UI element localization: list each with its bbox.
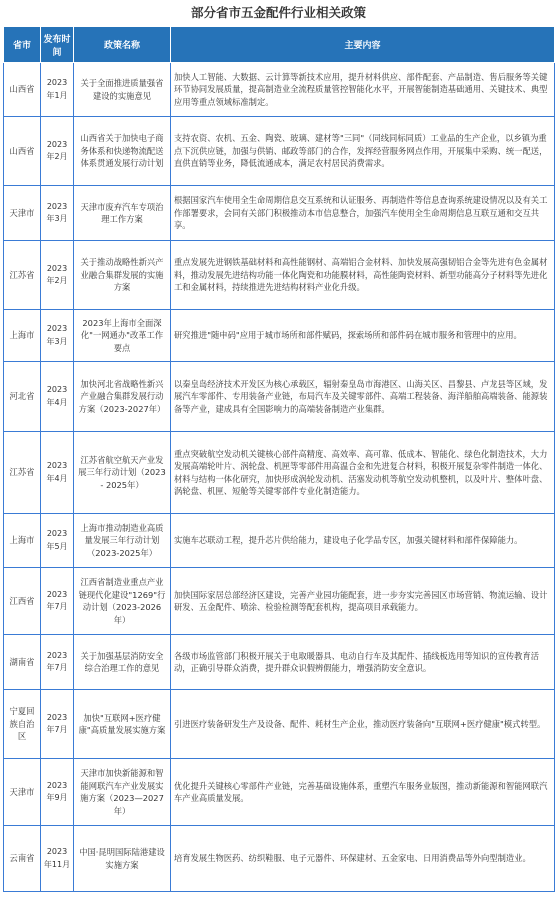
row-policy-name: 关于推动战略性新兴产业融合集群发展的实施方案 — [74, 241, 171, 310]
row-content: 实施车芯联动工程，提升芯片供给能力，建设电子化学品专区，加强关键材料和部件保障能力。 — [171, 514, 555, 568]
table-row — [4, 690, 555, 759]
row-province: 河北省 — [4, 362, 41, 432]
header-content: 主要内容 — [171, 27, 555, 63]
row-content: 加快人工智能、大数据、云计算等新技术应用，提升材料供应、部件配套、产品制造、售后服务等关键环节协同发展质量，提高制造业全流程质量管控智能化水平，开展智能制造基础通用、关键技术、典型应用等重点领域标准制定。 — [171, 63, 555, 117]
row-content: 支持农资、农机、五金、陶瓷、玻璃、建材等"三同"（同线同标同质）工业品的生产企业，以乡镇为重点下沉供应链，加强与供销、邮政等部门的合作，发挥经营服务网点作用，开展集中采购、统一配送，直供直销等业务，降低流通成本，满足农村居民消费需求。 — [171, 117, 555, 186]
table-row — [4, 241, 555, 310]
row-province: 山西省 — [4, 63, 41, 117]
row-policy-name: 关于加强基层消防安全综合治理工作的意见 — [74, 635, 171, 690]
row-province: 山西省 — [4, 117, 41, 186]
table-row — [4, 362, 555, 432]
row-policy-name: 江苏省航空航天产业发展三年行动计划（2023 - 2025年） — [74, 432, 171, 514]
row-policy-name: 天津市废弃汽车专项治理工作方案 — [74, 186, 171, 241]
row-content: 培育发展生物医药、纺织鞋服、电子元器件、环保建材、五金家电、日用消费品等外向型制造业。 — [171, 826, 555, 892]
header-name: 政策名称 — [74, 27, 171, 63]
row-province: 上海市 — [4, 514, 41, 568]
row-policy-name: 加快"互联网+医疗健康"高质量发展实施方案 — [74, 690, 171, 759]
row-province: 宁夏回族自治区 — [4, 690, 41, 759]
row-province: 江苏省 — [4, 241, 41, 310]
header-date: 发布时间 — [41, 27, 74, 63]
row-policy-name: 江西省制造业重点产业链现代化建设"1269"行动计划（2023-2026年） — [74, 568, 171, 635]
row-policy-name: 山西省关于加快电子商务体系和快递物流配送体系贯通发展行动计划 — [74, 117, 171, 186]
header-province: 省市 — [4, 27, 41, 63]
row-province: 天津市 — [4, 759, 41, 826]
row-date: 2023年2月 — [41, 241, 74, 310]
table-header-row — [4, 27, 555, 63]
table-row — [4, 186, 555, 241]
row-content: 加快国际家居总部经济区建设，完善产业园功能配套，进一步夯实完善园区市场营销、物流运输、设计研发、五金配件、喷涂、检验检测等配套机构，提高项目承载能力。 — [171, 568, 555, 635]
row-policy-name: 关于全面推进质量强省建设的实施意见 — [74, 63, 171, 117]
row-date: 2023年5月 — [41, 514, 74, 568]
row-policy-name: 2023年上海市全面深化"一网通办"改革工作要点 — [74, 310, 171, 362]
row-date: 2023年3月 — [41, 186, 74, 241]
row-province: 云南省 — [4, 826, 41, 892]
table-row — [4, 514, 555, 568]
row-policy-name: 上海市推动制造业高质量发展三年行动计划（2023-2025年） — [74, 514, 171, 568]
row-content: 根据国家汽车使用全生命周期信息交互系统和认证服务、再制造件等信息查询系统建设情况以及有关工作部署要求，会同有关部门积极推动本市信息整合，加强汽车使用全生命周期信息互联互通和交互共享。 — [171, 186, 555, 241]
row-date: 2023年7月 — [41, 635, 74, 690]
table-row — [4, 568, 555, 635]
table-row — [4, 826, 555, 892]
row-province: 江西省 — [4, 568, 41, 635]
row-content: 以秦皇岛经济技术开发区为核心承载区，辐射秦皇岛市海港区、山海关区、昌黎县、卢龙县等区域，发展汽车零部件、专用装备产业链，布局汽车及关键零部件、高端工程装备、海洋船舶高端装备、能源装备等产业，建成具有全国影响力的高端装备制造产业集群。 — [171, 362, 555, 432]
row-date: 2023年7月 — [41, 568, 74, 635]
row-policy-name: 天津市加快新能源和智能网联汽车产业发展实施方案（2023—2027年） — [74, 759, 171, 826]
row-date: 2023年2月 — [41, 117, 74, 186]
page-title: 部分省市五金配件行业相关政策 — [190, 5, 366, 20]
row-policy-name: 加快河北省战略性新兴产业融合集群发展行动方案（2023-2027年） — [74, 362, 171, 432]
row-content: 各级市场监管部门积极开展关于电取暖器具、电动自行车及其配件、插线板选用等知识的宣传教育活动，正确引导群众消费，提升群众识假辨假能力，增强消防安全意识。 — [171, 635, 555, 690]
row-policy-name: 中国·昆明国际陆港建设实施方案 — [74, 826, 171, 892]
row-province: 天津市 — [4, 186, 41, 241]
table-row — [4, 759, 555, 826]
table-row — [4, 310, 555, 362]
row-date: 2023年4月 — [41, 362, 74, 432]
table-row — [4, 635, 555, 690]
row-province: 上海市 — [4, 310, 41, 362]
policy-table — [3, 26, 555, 892]
row-province: 江苏省 — [4, 432, 41, 514]
row-content: 重点发展先进钢铁基础材料和高性能钢材、高端铝合金材料、加快发展高强韧铝合金等先进有色金属材料，推动发展先进结构功能一体化陶瓷和功能膜材料，高性能陶瓷材料、新型功能高分子材料等先进化工和金属材料，持续推进先进结构材料产业化升级。 — [171, 241, 555, 310]
row-date: 2023年11月 — [41, 826, 74, 892]
row-date: 2023年4月 — [41, 432, 74, 514]
row-date: 2023年3月 — [41, 310, 74, 362]
row-date: 2023年1月 — [41, 63, 74, 117]
row-content: 优化提升关键核心零部件产业链，完善基础设施体系，重塑汽车服务业版图，推动新能源和智能网联汽车产业高质量发展。 — [171, 759, 555, 826]
table-row — [4, 117, 555, 186]
row-date: 2023年9月 — [41, 759, 74, 826]
row-content: 重点突破航空发动机关键核心部件高精度、高效率、高可靠、低成本、智能化、绿色化制造技术，大力发展高端轮叶片、涡轮盘、机匣等零部件用高温合金和先进复合材料，积极开展复杂零件制造一体化、材料与结构一体化研究，加快形成涡轮发动机、活塞发动机等航空发动机整机，以及叶片、整体叶盘、涡轮盘、机匣、短舱等关键零部件专业化制造能力。 — [171, 432, 555, 514]
row-province: 湖南省 — [4, 635, 41, 690]
table-row — [4, 432, 555, 514]
row-content: 引进医疗装备研发生产及设备、配件、耗材生产企业，推动医疗装备向"互联网+医疗健康"模式转型。 — [171, 690, 555, 759]
table-row — [4, 63, 555, 117]
row-date: 2023年7月 — [41, 690, 74, 759]
row-content: 研究推进"随申码"应用于城市场所和部件赋码，探索场所和部件码在城市服务和管理中的应用。 — [171, 310, 555, 362]
